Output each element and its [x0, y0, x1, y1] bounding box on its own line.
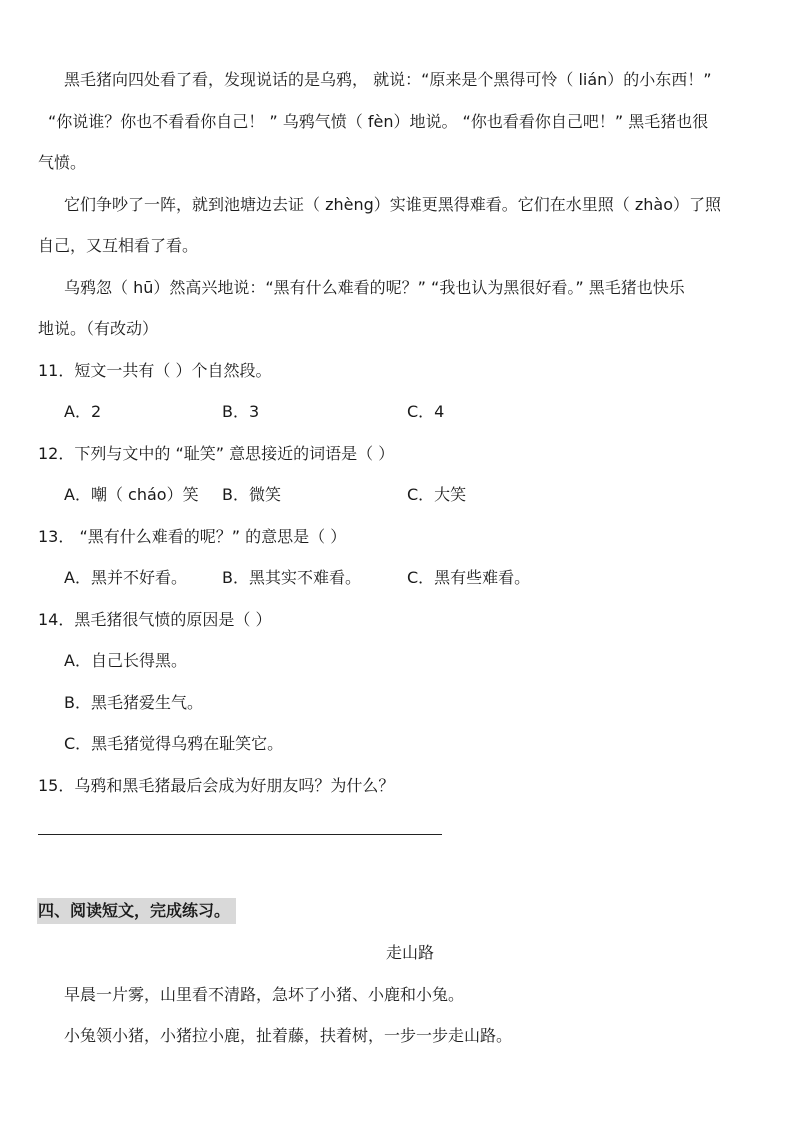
story-title: 走山路: [385, 943, 434, 962]
passage-line: 乌鸦忽（ hū）然高兴地说：“黑有什么难看的呢？” “我也认为黑很好看。” 黑毛猪也快乐: [64, 278, 685, 297]
passage-line: 地说。（有改动）: [38, 319, 159, 338]
passage-line: 它们争吵了一阵，就到池塘边去证（ zhèng）实谁更黑得难看。它们在水里照（ zhào）了照: [64, 195, 721, 214]
question-14-option-c[interactable]: C．黑毛猪觉得乌鸦在耻笑它。: [64, 734, 284, 753]
story-paragraph: 小兔领小猪，小猪拉小鹿，扯着藤，扶着树，一步一步走山路。: [64, 1026, 513, 1045]
passage-line: 气愤。: [38, 153, 87, 172]
passage-line: “你说谁？你也不看看你自己！ ” 乌鸦气愤（ fèn）地说。 “你也看看你自己吧！” 黑毛猪也很: [48, 112, 709, 131]
passage-line: 黑毛猪向四处看了看，发现说话的是乌鸦， 就说：“原来是个黑得可怜（ lián）的小东西！”: [64, 70, 712, 89]
question-11-option-b[interactable]: B．3: [222, 402, 260, 421]
answer-line[interactable]: [38, 834, 442, 835]
question-13-option-a[interactable]: A．黑并不好看。: [64, 568, 187, 587]
question-11-option-a[interactable]: A．2: [64, 402, 102, 421]
question-12-stem: 12．下列与文中的 “耻笑” 意思接近的词语是（ ）: [38, 444, 395, 463]
question-14-option-a[interactable]: A．自己长得黑。: [64, 651, 187, 670]
question-11-stem: 11．短文一共有（ ）个自然段。: [38, 361, 272, 380]
question-12-option-a[interactable]: A．嘲（ cháo）笑: [64, 485, 199, 504]
question-14-option-b[interactable]: B．黑毛猪爱生气。: [64, 693, 203, 712]
question-13-option-b[interactable]: B．黑其实不难看。: [222, 568, 361, 587]
section-heading: 四、阅读短文，完成练习。: [37, 898, 236, 924]
question-12-option-b[interactable]: B．微笑: [222, 485, 281, 504]
question-13-option-c[interactable]: C．黑有些难看。: [407, 568, 531, 587]
story-paragraph: 早晨一片雾，山里看不清路，急坏了小猪、小鹿和小兔。: [64, 985, 465, 1004]
question-13-stem: 13． “黑有什么难看的呢？” 的意思是（ ）: [38, 527, 347, 546]
question-11-option-c[interactable]: C．4: [407, 402, 445, 421]
passage-line: 自己，又互相看了看。: [38, 236, 199, 255]
question-14-stem: 14．黑毛猪很气愤的原因是（ ）: [38, 610, 272, 629]
question-15-stem: 15．乌鸦和黑毛猪最后会成为好朋友吗？为什么？: [38, 776, 395, 795]
question-12-option-c[interactable]: C．大笑: [407, 485, 467, 504]
